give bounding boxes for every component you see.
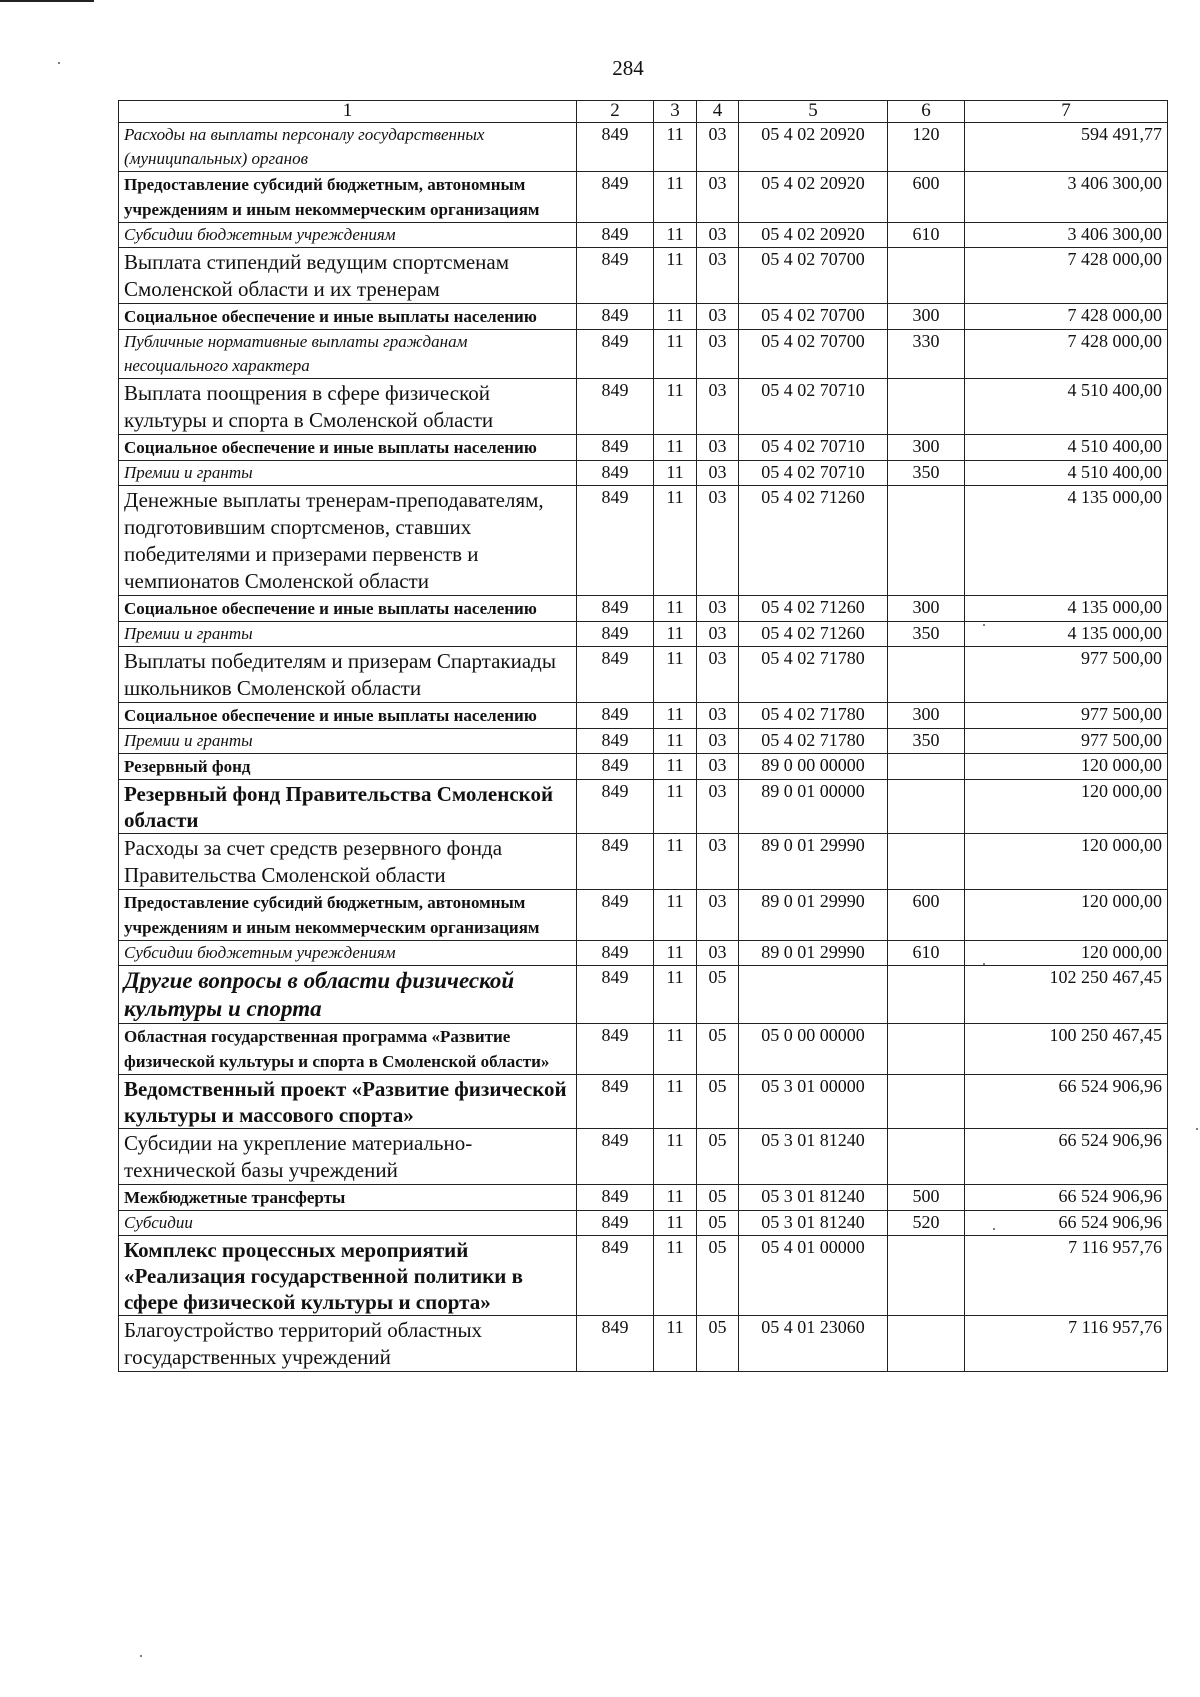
row-col2-cell: 849 [577, 461, 654, 486]
row-amount-cell: 120 000,00 [965, 780, 1168, 834]
row-col6-cell: 350 [888, 461, 965, 486]
row-col2-cell: 849 [577, 330, 654, 379]
row-name-cell: Субсидии [119, 1211, 577, 1236]
row-col5-cell: 05 4 02 20920 [739, 172, 888, 223]
row-amount-cell: 66 524 906,96 [965, 1129, 1168, 1185]
row-col2-cell: 849 [577, 223, 654, 248]
row-amount-cell: 120 000,00 [965, 890, 1168, 941]
row-amount-cell: 4 510 400,00 [965, 435, 1168, 461]
row-col2-cell: 849 [577, 647, 654, 703]
row-name-cell: Публичные нормативные выплаты гражданам несоциального характера [119, 330, 577, 379]
row-name-cell: Субсидии бюджетным учреждениям [119, 223, 577, 248]
row-col4-cell: 03 [697, 596, 739, 622]
row-name-cell: Субсидии на укрепление материально-технической базы учреждений [119, 1129, 577, 1185]
row-col6-cell: 330 [888, 330, 965, 379]
table-row [119, 966, 1168, 1024]
row-col3-cell: 11 [654, 172, 697, 223]
row-col3-cell: 11 [654, 647, 697, 703]
row-col3-cell: 11 [654, 941, 697, 966]
table-row [119, 123, 1168, 172]
row-col2-cell: 849 [577, 172, 654, 223]
table-row [119, 486, 1168, 596]
scan-speck [58, 62, 60, 64]
row-col5-cell: 05 4 02 71780 [739, 729, 888, 754]
table-row [119, 461, 1168, 486]
row-amount-cell: 977 500,00 [965, 729, 1168, 754]
row-col2-cell: 849 [577, 1024, 654, 1075]
row-col2-cell: 849 [577, 890, 654, 941]
row-col6-cell [888, 486, 965, 596]
row-col4-cell: 03 [697, 890, 739, 941]
row-col3-cell: 11 [654, 703, 697, 729]
row-col3-cell: 11 [654, 754, 697, 780]
row-col4-cell: 03 [697, 223, 739, 248]
row-col6-cell: 610 [888, 941, 965, 966]
row-col6-cell [888, 966, 965, 1024]
row-col6-cell: 500 [888, 1185, 965, 1211]
row-col6-cell [888, 1316, 965, 1372]
row-amount-cell: 977 500,00 [965, 647, 1168, 703]
row-col5-cell: 05 4 02 20920 [739, 123, 888, 172]
row-col6-cell: 600 [888, 890, 965, 941]
row-col4-cell: 03 [697, 248, 739, 304]
row-col4-cell: 05 [697, 1185, 739, 1211]
table-row [119, 1185, 1168, 1211]
row-name-cell: Расходы за счет средств резервного фонда Правительства Смоленской области [119, 834, 577, 890]
row-col3-cell: 11 [654, 223, 697, 248]
table-row [119, 647, 1168, 703]
scan-speck [140, 1655, 142, 1657]
row-col5-cell: 05 3 01 00000 [739, 1075, 888, 1129]
table-row [119, 435, 1168, 461]
row-col6-cell [888, 1236, 965, 1316]
row-name-cell: Комплекс процессных мероприятий «Реализация государственной политики в сфере физической культуры и спорта» [119, 1236, 577, 1316]
row-col5-cell: 05 4 02 70710 [739, 435, 888, 461]
row-col4-cell: 05 [697, 966, 739, 1024]
row-col5-cell: 05 4 02 70700 [739, 330, 888, 379]
row-name-cell: Денежные выплаты тренерам-преподавателям, подготовившим спортсменов, ставших победителями и призерами первенств и чемпионатов Смоленской области [119, 486, 577, 596]
row-col4-cell: 05 [697, 1024, 739, 1075]
scan-speck [993, 1228, 995, 1230]
row-col4-cell: 05 [697, 1129, 739, 1185]
row-amount-cell: 7 116 957,76 [965, 1316, 1168, 1372]
header-col-7: 7 [965, 101, 1168, 123]
row-col3-cell: 11 [654, 890, 697, 941]
row-col6-cell: 350 [888, 729, 965, 754]
row-col3-cell: 11 [654, 330, 697, 379]
row-col4-cell: 03 [697, 647, 739, 703]
row-col4-cell: 03 [697, 780, 739, 834]
row-col3-cell: 11 [654, 379, 697, 435]
row-col2-cell: 849 [577, 966, 654, 1024]
table-row [119, 622, 1168, 647]
row-col5-cell: 05 0 00 00000 [739, 1024, 888, 1075]
table-row [119, 1024, 1168, 1075]
row-col4-cell: 05 [697, 1075, 739, 1129]
row-col4-cell: 03 [697, 435, 739, 461]
row-col5-cell: 05 4 02 70700 [739, 304, 888, 330]
row-col2-cell: 849 [577, 596, 654, 622]
row-col5-cell: 89 0 01 29990 [739, 890, 888, 941]
row-col2-cell: 849 [577, 1129, 654, 1185]
row-name-cell: Расходы на выплаты персоналу государственных (муниципальных) органов [119, 123, 577, 172]
row-amount-cell: 4 135 000,00 [965, 622, 1168, 647]
row-col5-cell: 05 3 01 81240 [739, 1211, 888, 1236]
row-col4-cell: 03 [697, 486, 739, 596]
scan-speck [983, 963, 985, 965]
row-col6-cell [888, 647, 965, 703]
table-row [119, 729, 1168, 754]
row-col5-cell: 05 3 01 81240 [739, 1129, 888, 1185]
row-col5-cell: 05 4 02 70700 [739, 248, 888, 304]
row-name-cell: Социальное обеспечение и иные выплаты населению [119, 596, 577, 622]
header-col-4: 4 [697, 101, 739, 123]
row-col3-cell: 11 [654, 1316, 697, 1372]
table-row [119, 223, 1168, 248]
row-amount-cell: 594 491,77 [965, 123, 1168, 172]
row-col6-cell [888, 1024, 965, 1075]
row-col3-cell: 11 [654, 435, 697, 461]
row-col2-cell: 849 [577, 1236, 654, 1316]
row-col5-cell: 05 4 02 71260 [739, 622, 888, 647]
row-col2-cell: 849 [577, 703, 654, 729]
row-amount-cell: 7 428 000,00 [965, 304, 1168, 330]
row-amount-cell: 4 135 000,00 [965, 486, 1168, 596]
row-col3-cell: 11 [654, 622, 697, 647]
row-col2-cell: 849 [577, 1185, 654, 1211]
table-row [119, 1075, 1168, 1129]
header-col-3: 3 [654, 101, 697, 123]
table-row [119, 379, 1168, 435]
row-name-cell: Премии и гранты [119, 622, 577, 647]
row-name-cell: Выплата стипендий ведущим спортсменам Смоленской области и их тренерам [119, 248, 577, 304]
row-name-cell: Премии и гранты [119, 729, 577, 754]
row-col3-cell: 11 [654, 1185, 697, 1211]
row-col5-cell: 89 0 01 29990 [739, 834, 888, 890]
row-col4-cell: 03 [697, 729, 739, 754]
row-col5-cell: 05 3 01 81240 [739, 1185, 888, 1211]
row-col5-cell: 05 4 02 71780 [739, 647, 888, 703]
table-row [119, 890, 1168, 941]
table-body [119, 123, 1168, 1372]
header-row [119, 101, 1168, 123]
row-col5-cell: 05 4 02 70710 [739, 461, 888, 486]
row-name-cell: Социальное обеспечение и иные выплаты населению [119, 435, 577, 461]
row-col2-cell: 849 [577, 780, 654, 834]
row-name-cell: Предоставление субсидий бюджетным, автономным учреждениям и иным некоммерческим организациям [119, 890, 577, 941]
row-col6-cell: 350 [888, 622, 965, 647]
row-col2-cell: 849 [577, 486, 654, 596]
row-name-cell: Выплата поощрения в сфере физической культуры и спорта в Смоленской области [119, 379, 577, 435]
row-col6-cell: 300 [888, 435, 965, 461]
table-row [119, 834, 1168, 890]
row-col5-cell: 05 4 01 00000 [739, 1236, 888, 1316]
row-col3-cell: 11 [654, 729, 697, 754]
row-amount-cell: 66 524 906,96 [965, 1075, 1168, 1129]
row-amount-cell: 7 428 000,00 [965, 248, 1168, 304]
row-col6-cell [888, 834, 965, 890]
header-col-1: 1 [119, 101, 577, 123]
row-amount-cell: 66 524 906,96 [965, 1185, 1168, 1211]
row-col2-cell: 849 [577, 1316, 654, 1372]
row-amount-cell: 120 000,00 [965, 754, 1168, 780]
row-col3-cell: 11 [654, 1211, 697, 1236]
row-amount-cell: 3 406 300,00 [965, 223, 1168, 248]
row-amount-cell: 4 510 400,00 [965, 461, 1168, 486]
row-col2-cell: 849 [577, 1211, 654, 1236]
row-col4-cell: 03 [697, 330, 739, 379]
row-col6-cell [888, 1075, 965, 1129]
row-col5-cell: 05 4 02 71260 [739, 596, 888, 622]
row-col6-cell [888, 379, 965, 435]
row-name-cell: Премии и гранты [119, 461, 577, 486]
row-col2-cell: 849 [577, 754, 654, 780]
table-row [119, 330, 1168, 379]
row-col3-cell: 11 [654, 1236, 697, 1316]
table-row [119, 1129, 1168, 1185]
row-name-cell: Ведомственный проект «Развитие физической культуры и массового спорта» [119, 1075, 577, 1129]
row-col4-cell: 03 [697, 123, 739, 172]
row-col3-cell: 11 [654, 834, 697, 890]
row-col3-cell: 11 [654, 248, 697, 304]
page-number: 284 [612, 56, 644, 80]
row-amount-cell: 66 524 906,96 [965, 1211, 1168, 1236]
row-col5-cell: 05 4 01 23060 [739, 1316, 888, 1372]
row-col3-cell: 11 [654, 486, 697, 596]
row-col6-cell [888, 780, 965, 834]
budget-table [118, 100, 1168, 1372]
row-col4-cell: 03 [697, 379, 739, 435]
row-amount-cell: 4 135 000,00 [965, 596, 1168, 622]
row-col4-cell: 03 [697, 172, 739, 223]
table-row [119, 754, 1168, 780]
row-col4-cell: 03 [697, 304, 739, 330]
row-col2-cell: 849 [577, 729, 654, 754]
row-col6-cell [888, 754, 965, 780]
row-amount-cell: 7 116 957,76 [965, 1236, 1168, 1316]
row-amount-cell: 4 510 400,00 [965, 379, 1168, 435]
row-col5-cell [739, 966, 888, 1024]
row-name-cell: Социальное обеспечение и иные выплаты населению [119, 703, 577, 729]
row-amount-cell: 100 250 467,45 [965, 1024, 1168, 1075]
row-name-cell: Субсидии бюджетным учреждениям [119, 941, 577, 966]
row-col4-cell: 03 [697, 754, 739, 780]
row-col4-cell: 05 [697, 1316, 739, 1372]
row-col3-cell: 11 [654, 596, 697, 622]
row-name-cell: Другие вопросы в области физической культуры и спорта [119, 966, 577, 1024]
table-row [119, 1211, 1168, 1236]
scan-speck [1196, 1128, 1198, 1130]
row-col3-cell: 11 [654, 304, 697, 330]
row-col3-cell: 11 [654, 1129, 697, 1185]
row-col5-cell: 89 0 00 00000 [739, 754, 888, 780]
row-col6-cell: 300 [888, 596, 965, 622]
row-name-cell: Резервный фонд Правительства Смоленской области [119, 780, 577, 834]
row-col4-cell: 05 [697, 1211, 739, 1236]
row-col6-cell: 600 [888, 172, 965, 223]
row-col3-cell: 11 [654, 780, 697, 834]
table-row [119, 941, 1168, 966]
row-col2-cell: 849 [577, 379, 654, 435]
row-col6-cell: 120 [888, 123, 965, 172]
table-row [119, 304, 1168, 330]
row-name-cell: Межбюджетные трансферты [119, 1185, 577, 1211]
row-col2-cell: 849 [577, 622, 654, 647]
row-col4-cell: 03 [697, 461, 739, 486]
row-col5-cell: 89 0 01 00000 [739, 780, 888, 834]
row-col3-cell: 11 [654, 1024, 697, 1075]
table-row [119, 1236, 1168, 1316]
row-col2-cell: 849 [577, 304, 654, 330]
row-col5-cell: 05 4 02 20920 [739, 223, 888, 248]
row-col2-cell: 849 [577, 435, 654, 461]
row-col4-cell: 03 [697, 941, 739, 966]
header-col-2: 2 [577, 101, 654, 123]
table-row [119, 172, 1168, 223]
row-col5-cell: 05 4 02 71260 [739, 486, 888, 596]
row-col2-cell: 849 [577, 1075, 654, 1129]
header-col-5: 5 [739, 101, 888, 123]
row-col4-cell: 03 [697, 834, 739, 890]
row-col6-cell: 520 [888, 1211, 965, 1236]
row-col4-cell: 03 [697, 622, 739, 647]
header-col-6: 6 [888, 101, 965, 123]
row-name-cell: Благоустройство территорий областных государственных учреждений [119, 1316, 577, 1372]
scan-speck [983, 624, 985, 626]
row-col2-cell: 849 [577, 123, 654, 172]
table-row [119, 1316, 1168, 1372]
row-name-cell: Резервный фонд [119, 754, 577, 780]
row-amount-cell: 102 250 467,45 [965, 966, 1168, 1024]
row-col2-cell: 849 [577, 941, 654, 966]
row-col4-cell: 03 [697, 703, 739, 729]
row-amount-cell: 977 500,00 [965, 703, 1168, 729]
row-col6-cell: 300 [888, 304, 965, 330]
table-header [119, 101, 1168, 123]
row-name-cell: Выплаты победителям и призерам Спартакиады школьников Смоленской области [119, 647, 577, 703]
row-col2-cell: 849 [577, 834, 654, 890]
row-name-cell: Областная государственная программа «Развитие физической культуры и спорта в Смоленской области» [119, 1024, 577, 1075]
row-col6-cell [888, 1129, 965, 1185]
row-col3-cell: 11 [654, 966, 697, 1024]
row-amount-cell: 120 000,00 [965, 941, 1168, 966]
row-col3-cell: 11 [654, 123, 697, 172]
table-row [119, 780, 1168, 834]
table-row [119, 596, 1168, 622]
row-col4-cell: 05 [697, 1236, 739, 1316]
row-name-cell: Предоставление субсидий бюджетным, автономным учреждениям и иным некоммерческим организациям [119, 172, 577, 223]
row-col5-cell: 89 0 01 29990 [739, 941, 888, 966]
row-col5-cell: 05 4 02 71780 [739, 703, 888, 729]
row-col3-cell: 11 [654, 461, 697, 486]
row-col2-cell: 849 [577, 248, 654, 304]
row-col3-cell: 11 [654, 1075, 697, 1129]
row-col6-cell: 610 [888, 223, 965, 248]
row-amount-cell: 120 000,00 [965, 834, 1168, 890]
row-col6-cell: 300 [888, 703, 965, 729]
scan-corner-mark [0, 0, 94, 2]
table-row [119, 703, 1168, 729]
row-amount-cell: 7 428 000,00 [965, 330, 1168, 379]
row-col6-cell [888, 248, 965, 304]
row-name-cell: Социальное обеспечение и иные выплаты населению [119, 304, 577, 330]
row-col5-cell: 05 4 02 70710 [739, 379, 888, 435]
table-row [119, 248, 1168, 304]
row-amount-cell: 3 406 300,00 [965, 172, 1168, 223]
